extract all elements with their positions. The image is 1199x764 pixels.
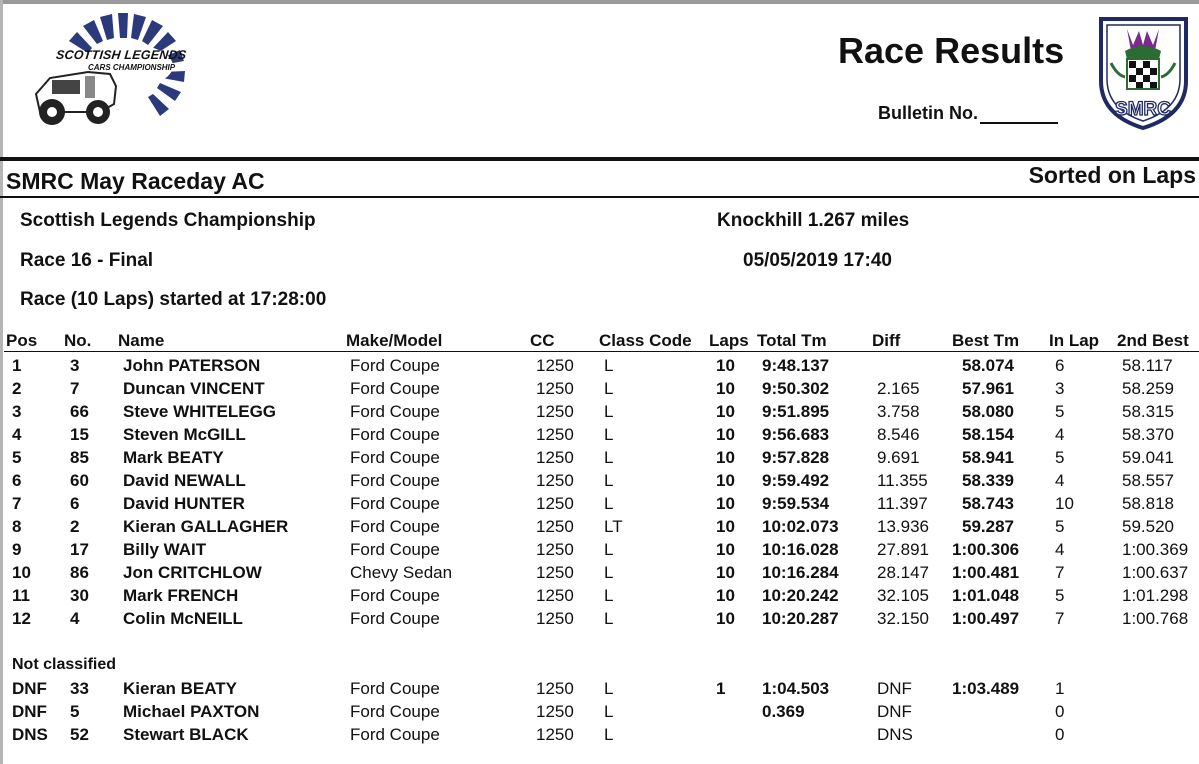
cell-class: L: [604, 379, 614, 398]
cell-no: 15: [70, 425, 89, 444]
cell-total: 10:16.284: [762, 563, 839, 582]
cell-name: Steven McGILL: [123, 425, 246, 444]
cell-cc: 1250: [536, 563, 574, 582]
result-row: [0, 563, 1199, 586]
result-row: [0, 402, 1199, 425]
cell-total: 10:20.242: [762, 586, 839, 605]
cell-cc: 1250: [536, 379, 574, 398]
cell-pos: 9: [12, 540, 22, 559]
cell-name: Billy WAIT: [123, 540, 207, 559]
result-row: [0, 379, 1199, 402]
cell-make: Ford Coupe: [350, 379, 440, 398]
cell-no: 66: [70, 402, 89, 421]
cell-total: 1:04.503: [762, 679, 830, 698]
championship-name: Scottish Legends Championship: [20, 210, 316, 231]
cell-diff: DNF: [877, 702, 912, 721]
cell-name: Mark FRENCH: [123, 586, 239, 605]
cell-inlap: 5: [1055, 448, 1065, 467]
cell-no: 5: [70, 702, 80, 721]
cell-diff: DNF: [877, 679, 912, 698]
top-border: [0, 0, 1199, 4]
col-best: Best Tm: [952, 331, 1020, 350]
result-row: [0, 609, 1199, 632]
cell-laps: 10: [716, 425, 735, 444]
cell-no: 3: [70, 356, 80, 375]
cell-name: Mark BEATY: [123, 448, 224, 467]
sort-label: Sorted on Laps: [1028, 162, 1196, 188]
cell-best: 1:01.048: [952, 586, 1020, 605]
cell-make: Ford Coupe: [350, 494, 440, 513]
cell-laps: 10: [716, 356, 735, 375]
cell-diff: 8.546: [877, 425, 920, 444]
cell-laps: 10: [716, 379, 735, 398]
cell-make: Chevy Sedan: [350, 563, 453, 582]
cell-make: Ford Coupe: [350, 402, 440, 421]
cell-best: 58.080: [962, 402, 1014, 421]
smrc-crest: [1097, 15, 1190, 131]
cell-make: Ford Coupe: [350, 425, 440, 444]
cell-class: L: [604, 586, 614, 605]
cell-diff: 13.936: [877, 517, 929, 536]
cell-total: 9:59.534: [762, 494, 830, 513]
col-second: 2nd Best: [1117, 331, 1189, 350]
cell-pos: 5: [12, 448, 22, 467]
cell-inlap: 7: [1055, 609, 1065, 628]
cell-no: 2: [70, 517, 80, 536]
cell-pos: 6: [12, 471, 22, 490]
cell-cc: 1250: [536, 679, 574, 698]
cell-diff: 27.891: [877, 540, 929, 559]
cell-cc: 1250: [536, 471, 574, 490]
cell-cc: 1250: [536, 609, 574, 628]
cell-class: L: [604, 540, 614, 559]
cell-make: Ford Coupe: [350, 356, 440, 375]
cell-laps: 10: [716, 517, 735, 536]
cell-cc: 1250: [536, 402, 574, 421]
result-row: [0, 494, 1199, 517]
not-classified-row: [0, 679, 1199, 702]
cell-make: Ford Coupe: [350, 517, 440, 536]
race-name: Race 16 - Final: [20, 250, 154, 271]
cell-class: L: [604, 356, 614, 375]
cell-name: Colin McNEILL: [123, 609, 243, 628]
cell-make: Ford Coupe: [350, 702, 440, 721]
cell-total: 9:48.137: [762, 356, 830, 375]
cell-name: Duncan VINCENT: [123, 379, 265, 398]
cell-second: 58.259: [1122, 379, 1174, 398]
cell-cc: 1250: [536, 448, 574, 467]
cell-laps: 10: [716, 586, 735, 605]
cell-diff: 9.691: [877, 448, 920, 467]
cell-laps: 10: [716, 448, 735, 467]
col-laps: Laps: [709, 331, 749, 350]
cell-second: 1:01.298: [1122, 586, 1189, 605]
cell-cc: 1250: [536, 356, 574, 375]
cell-total: 9:59.492: [762, 471, 830, 490]
cell-best: 58.743: [962, 494, 1014, 513]
cell-second: 58.315: [1122, 402, 1174, 421]
cell-best: 1:03.489: [952, 679, 1020, 698]
cell-inlap: 1: [1055, 679, 1065, 698]
cell-pos: 7: [12, 494, 22, 513]
cell-class: L: [604, 448, 614, 467]
cell-class: L: [604, 402, 614, 421]
cell-laps: 10: [716, 563, 735, 582]
bulletin-number: [878, 103, 1058, 124]
col-total: Total Tm: [757, 331, 827, 350]
col-diff: Diff: [872, 331, 901, 350]
cell-total: 10:16.028: [762, 540, 839, 559]
cell-name: Jon CRITCHLOW: [123, 563, 262, 582]
cell-inlap: 5: [1055, 517, 1065, 536]
header-underline: [4, 351, 1199, 352]
col-name: Name: [118, 331, 165, 350]
event-divider: [0, 196, 1199, 198]
result-row: [0, 517, 1199, 540]
cell-class: LT: [604, 517, 623, 536]
cell-best: 59.287: [962, 517, 1014, 536]
col-make: Make/Model: [346, 331, 443, 350]
result-row: [0, 356, 1199, 379]
cell-laps: 10: [716, 609, 735, 628]
cell-diff: 11.397: [877, 494, 928, 513]
cell-cc: 1250: [536, 494, 574, 513]
logo-text-main: SCOTTISH LEGENDS: [55, 48, 188, 62]
result-row: [0, 471, 1199, 494]
cell-total: 10:20.287: [762, 609, 839, 628]
cell-second: 1:00.369: [1122, 540, 1189, 559]
cell-make: Ford Coupe: [350, 609, 440, 628]
col-no: No.: [64, 331, 92, 350]
page-title: Race Results: [838, 30, 1065, 71]
cell-inlap: 4: [1055, 540, 1065, 559]
cell-no: 52: [70, 725, 89, 744]
cell-total: 10:02.073: [762, 517, 839, 536]
cell-cc: 1250: [536, 586, 574, 605]
cell-diff: 32.105: [877, 586, 929, 605]
cell-cc: 1250: [536, 540, 574, 559]
cell-cc: 1250: [536, 702, 574, 721]
cell-class: L: [604, 702, 614, 721]
cell-class: L: [604, 679, 614, 698]
col-inlap: In Lap: [1049, 331, 1100, 350]
cell-cc: 1250: [536, 725, 574, 744]
cell-make: Ford Coupe: [350, 725, 440, 744]
cell-pos: 1: [12, 356, 22, 375]
result-row: [0, 586, 1199, 609]
cell-no: 85: [70, 448, 89, 467]
cell-inlap: 4: [1055, 425, 1065, 444]
header-divider: [0, 157, 1199, 161]
cell-cc: 1250: [536, 425, 574, 444]
cell-total: 9:50.302: [762, 379, 830, 398]
cell-second: 59.041: [1122, 448, 1174, 467]
cell-class: L: [604, 563, 614, 582]
cell-pos: 12: [12, 609, 31, 628]
not-classified-heading: Not classified: [12, 656, 117, 673]
cell-second: 58.117: [1122, 356, 1173, 375]
cell-laps: 10: [716, 471, 735, 490]
bulletin-label: Bulletin No.: [878, 103, 978, 123]
cell-second: 58.818: [1122, 494, 1174, 513]
col-cc: CC: [530, 331, 555, 350]
cell-make: Ford Coupe: [350, 679, 440, 698]
cell-pos: DNF: [12, 702, 47, 721]
cell-diff: 28.147: [877, 563, 929, 582]
cell-pos: 4: [12, 425, 22, 444]
cell-diff: 11.355: [877, 471, 928, 490]
not-classified-row: [0, 702, 1199, 725]
cell-no: 7: [70, 379, 80, 398]
cell-inlap: 10: [1055, 494, 1074, 513]
col-class: Class Code: [599, 331, 692, 350]
scottish-legends-logo: [30, 8, 205, 130]
cell-best: 58.154: [962, 425, 1014, 444]
cell-best: 58.941: [962, 448, 1014, 467]
cell-pos: 8: [12, 517, 22, 536]
cell-pos: 10: [12, 563, 31, 582]
circuit-info: Knockhill 1.267 miles: [717, 210, 910, 231]
cell-diff: 2.165: [877, 379, 920, 398]
cell-second: 58.370: [1122, 425, 1174, 444]
cell-no: 4: [70, 609, 80, 628]
cell-no: 86: [70, 563, 89, 582]
cell-name: Michael PAXTON: [123, 702, 260, 721]
cell-inlap: 4: [1055, 471, 1065, 490]
cell-inlap: 0: [1055, 702, 1065, 721]
cell-best: 1:00.306: [952, 540, 1020, 559]
cell-inlap: 7: [1055, 563, 1065, 582]
cell-no: 6: [70, 494, 80, 513]
cell-diff: 3.758: [877, 402, 920, 421]
col-pos: Pos: [6, 331, 38, 350]
cell-class: L: [604, 725, 614, 744]
cell-name: David HUNTER: [123, 494, 245, 513]
cell-diff: DNS: [877, 725, 913, 744]
cell-second: 59.520: [1122, 517, 1174, 536]
cell-best: 57.961: [962, 379, 1014, 398]
cell-pos: 11: [12, 586, 30, 605]
cell-class: L: [604, 425, 614, 444]
cell-no: 60: [70, 471, 89, 490]
cell-make: Ford Coupe: [350, 540, 440, 559]
cell-pos: DNF: [12, 679, 47, 698]
cell-inlap: 5: [1055, 402, 1065, 421]
cell-laps: 10: [716, 402, 735, 421]
result-row: [0, 425, 1199, 448]
cell-total: 9:57.828: [762, 448, 830, 467]
cell-best: 1:00.481: [952, 563, 1020, 582]
cell-make: Ford Coupe: [350, 586, 440, 605]
cell-class: L: [604, 471, 614, 490]
cell-best: 58.339: [962, 471, 1014, 490]
cell-laps: 10: [716, 540, 735, 559]
cell-laps: 1: [716, 679, 726, 698]
logo-text-sub: CARS CHAMPIONSHIP: [88, 63, 176, 72]
cell-class: L: [604, 609, 614, 628]
cell-name: Steve WHITELEGG: [123, 402, 277, 421]
cell-class: L: [604, 494, 614, 513]
cell-make: Ford Coupe: [350, 448, 440, 467]
cell-name: Kieran GALLAGHER: [123, 517, 289, 536]
cell-name: John PATERSON: [123, 356, 261, 375]
cell-diff: 32.150: [877, 609, 929, 628]
cell-pos: 2: [12, 379, 22, 398]
event-name: SMRC May Raceday AC: [6, 168, 265, 194]
race-datetime: 05/05/2019 17:40: [743, 250, 892, 271]
cell-best: 1:00.497: [952, 609, 1020, 628]
cell-second: 58.557: [1122, 471, 1174, 490]
cell-make: Ford Coupe: [350, 471, 440, 490]
cell-name: David NEWALL: [123, 471, 246, 490]
cell-total: 9:51.895: [762, 402, 830, 421]
cell-laps: 10: [716, 494, 735, 513]
cell-no: 17: [70, 540, 89, 559]
cell-no: 30: [70, 586, 89, 605]
cell-cc: 1250: [536, 517, 574, 536]
bulletin-blank-line: [980, 106, 1058, 124]
cell-total: 9:56.683: [762, 425, 830, 444]
smrc-crest-icon: [1097, 15, 1190, 131]
result-row: [0, 448, 1199, 471]
cell-name: Stewart BLACK: [123, 725, 249, 744]
not-classified-row: [0, 725, 1199, 748]
cell-pos: 3: [12, 402, 22, 421]
cell-best: 58.074: [962, 356, 1014, 375]
cell-inlap: 6: [1055, 356, 1065, 375]
cell-pos: DNS: [12, 725, 48, 744]
cell-second: 1:00.637: [1122, 563, 1189, 582]
cell-second: 1:00.768: [1122, 609, 1189, 628]
cell-inlap: 3: [1055, 379, 1065, 398]
cell-inlap: 5: [1055, 586, 1065, 605]
race-start: Race (10 Laps) started at 17:28:00: [20, 289, 327, 310]
cell-name: Kieran BEATY: [123, 679, 237, 698]
cell-no: 33: [70, 679, 89, 698]
result-row: [0, 540, 1199, 563]
cell-total: 0.369: [762, 702, 805, 721]
cell-inlap: 0: [1055, 725, 1065, 744]
crest-text: SMRC: [1115, 99, 1171, 120]
